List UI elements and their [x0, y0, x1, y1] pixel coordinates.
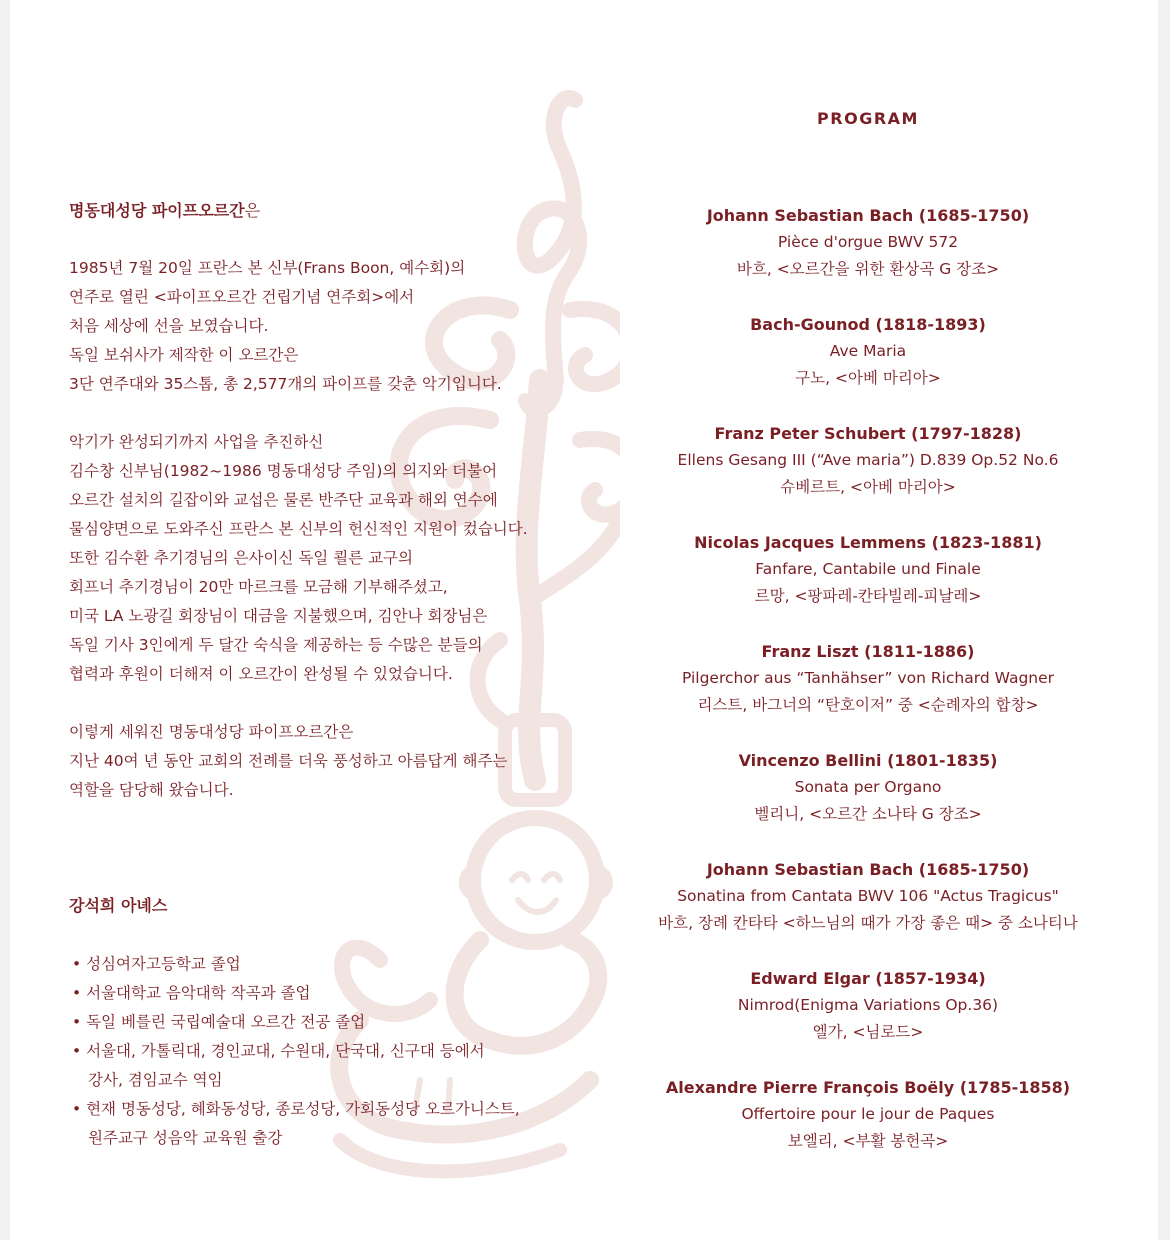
bio-item-continued: 원주교구 성음악 교육원 출강 — [88, 1129, 283, 1147]
piece-korean-title: 바흐, <오르간을 위한 환상곡 G 장조> — [736, 260, 1000, 278]
organ-heading-bold: 명동대성당 파이프오르간 — [69, 201, 245, 220]
bio-item: • 서울대, 가톨릭대, 경인교대, 수원대, 단국대, 신구대 등에서 — [72, 1042, 485, 1060]
piece-composer: Bach-Gounod (1818-1893) — [750, 315, 986, 334]
program-piece — [618, 747, 1118, 856]
piece-work: Offertoire pour le jour de Paques — [741, 1105, 995, 1123]
piece-korean-title: 르망, <팡파레-칸타빌레-피날레> — [754, 587, 982, 605]
history-line: 김수창 신부님(1982~1986 명동대성당 주임)의 의지와 더불어 — [69, 462, 498, 480]
piece-korean-title: 리스트, 바그너의 “탄호이저” 중 <순례자의 합창> — [697, 696, 1039, 714]
piece-composer: Johann Sebastian Bach (1685-1750) — [706, 206, 1030, 225]
bio-item: • 서울대학교 음악대학 작곡과 졸업 — [72, 984, 311, 1002]
piece-work: Ellens Gesang III (“Ave maria”) D.839 Op.52 No.6 — [677, 451, 1059, 469]
piece-composer: Vincenzo Bellini (1801-1835) — [738, 751, 998, 770]
history-line: 물심양면으로 도와주신 프란스 본 신부의 헌신적인 지원이 컸습니다. — [69, 520, 528, 538]
program-piece — [618, 856, 1118, 965]
history-line: 이렇게 세워진 명동대성당 파이프오르간은 — [69, 723, 354, 741]
bio-item: • 성심여자고등학교 졸업 — [72, 955, 241, 973]
piece-work: Ave Maria — [829, 342, 907, 360]
program-piece — [618, 1074, 1118, 1183]
history-line: 처음 세상에 선을 보였습니다. — [69, 317, 269, 335]
program-title: PROGRAM — [817, 109, 919, 128]
history-line: 악기가 완성되기까지 사업을 추진하신 — [69, 433, 324, 451]
piece-composer: Johann Sebastian Bach (1685-1750) — [706, 860, 1030, 879]
organist-bio-list — [72, 950, 520, 1153]
bio-item: • 독일 베를린 국립예술대 오르간 전공 졸업 — [72, 1013, 366, 1031]
program-piece — [618, 311, 1118, 420]
piece-work: Pièce d'orgue BWV 572 — [777, 233, 959, 251]
history-line: 독일 기사 3인에게 두 달간 숙식을 제공하는 등 수많은 분들의 — [69, 636, 483, 654]
piece-korean-title: 엘가, <님로드> — [812, 1023, 924, 1041]
piece-work: Sonata per Organo — [794, 778, 942, 796]
piece-work: Nimrod(Enigma Variations Op.36) — [737, 996, 999, 1014]
history-line: 미국 LA 노광길 회장님이 대금을 지불했으며, 김안나 회장님은 — [69, 607, 488, 625]
history-line: 1985년 7월 20일 프란스 본 신부(Frans Boon, 예수회)의 — [69, 259, 466, 277]
organ-heading-suffix: 은 — [244, 201, 261, 220]
piece-work: Sonatina from Cantata BWV 106 "Actus Tragicus" — [677, 887, 1059, 905]
program-piece — [618, 202, 1118, 311]
piece-composer: Franz Peter Schubert (1797-1828) — [714, 424, 1022, 443]
piece-composer: Edward Elgar (1857-1934) — [750, 969, 986, 988]
piece-composer: Nicolas Jacques Lemmens (1823-1881) — [694, 533, 1042, 552]
piece-korean-title: 보엘리, <부활 봉헌곡> — [787, 1132, 949, 1150]
piece-korean-title: 벨리니, <오르간 소나타 G 장조> — [754, 805, 982, 823]
program-piece — [618, 529, 1118, 638]
piece-korean-title: 구노, <아베 마리아> — [795, 369, 941, 387]
history-line: 3단 연주대와 35스톱, 총 2,577개의 파이프를 갖춘 악기입니다. — [69, 375, 502, 393]
piece-composer: Franz Liszt (1811-1886) — [761, 642, 975, 661]
organ-heading — [69, 196, 599, 225]
piece-composer: Alexandre Pierre François Boëly (1785-1858) — [665, 1078, 1071, 1097]
history-line: 연주로 열린 <파이프오르간 건립기념 연주회>에서 — [69, 288, 415, 306]
history-line: 회프너 추기경님이 20만 마르크를 모금해 기부해주셨고, — [69, 578, 448, 596]
history-line: 독일 보쉬사가 제작한 이 오르간은 — [69, 346, 299, 364]
piece-work: Pilgerchor aus “Tanhähser” von Richard Wagner — [681, 669, 1055, 687]
history-line: 역할을 담당해 왔습니다. — [69, 781, 234, 799]
bio-item-continued: 강사, 겸임교수 역임 — [88, 1071, 223, 1089]
program-list — [618, 202, 1118, 1183]
history-line: 또한 김수환 추기경님의 은사이신 독일 쾰른 교구의 — [69, 549, 413, 567]
program-piece — [618, 420, 1118, 529]
page-edge-left — [0, 0, 10, 1240]
history-line: 오르간 설치의 길잡이와 교섭은 물론 반주단 교육과 해외 연수에 — [69, 491, 498, 509]
piece-work: Fanfare, Cantabile und Finale — [755, 560, 981, 578]
piece-korean-title: 바흐, 장례 칸타타 <하느님의 때가 가장 좋은 때> 중 소나티나 — [658, 914, 1078, 932]
history-line: 지난 40여 년 동안 교회의 전례를 더욱 풍성하고 아름답게 해주는 — [69, 752, 508, 770]
history-line: 협력과 후원이 더해져 이 오르간이 완성될 수 있었습니다. — [69, 665, 453, 683]
program-piece — [618, 965, 1118, 1074]
program-piece — [618, 638, 1118, 747]
page-edge-right — [1158, 0, 1170, 1240]
organ-history — [69, 196, 599, 805]
organist-name: 강석희 아녜스 — [69, 896, 168, 915]
bio-item: • 현재 명동성당, 혜화동성당, 종로성당, 가회동성당 오르가니스트, — [72, 1100, 520, 1118]
piece-korean-title: 슈베르트, <아베 마리아> — [780, 478, 956, 496]
